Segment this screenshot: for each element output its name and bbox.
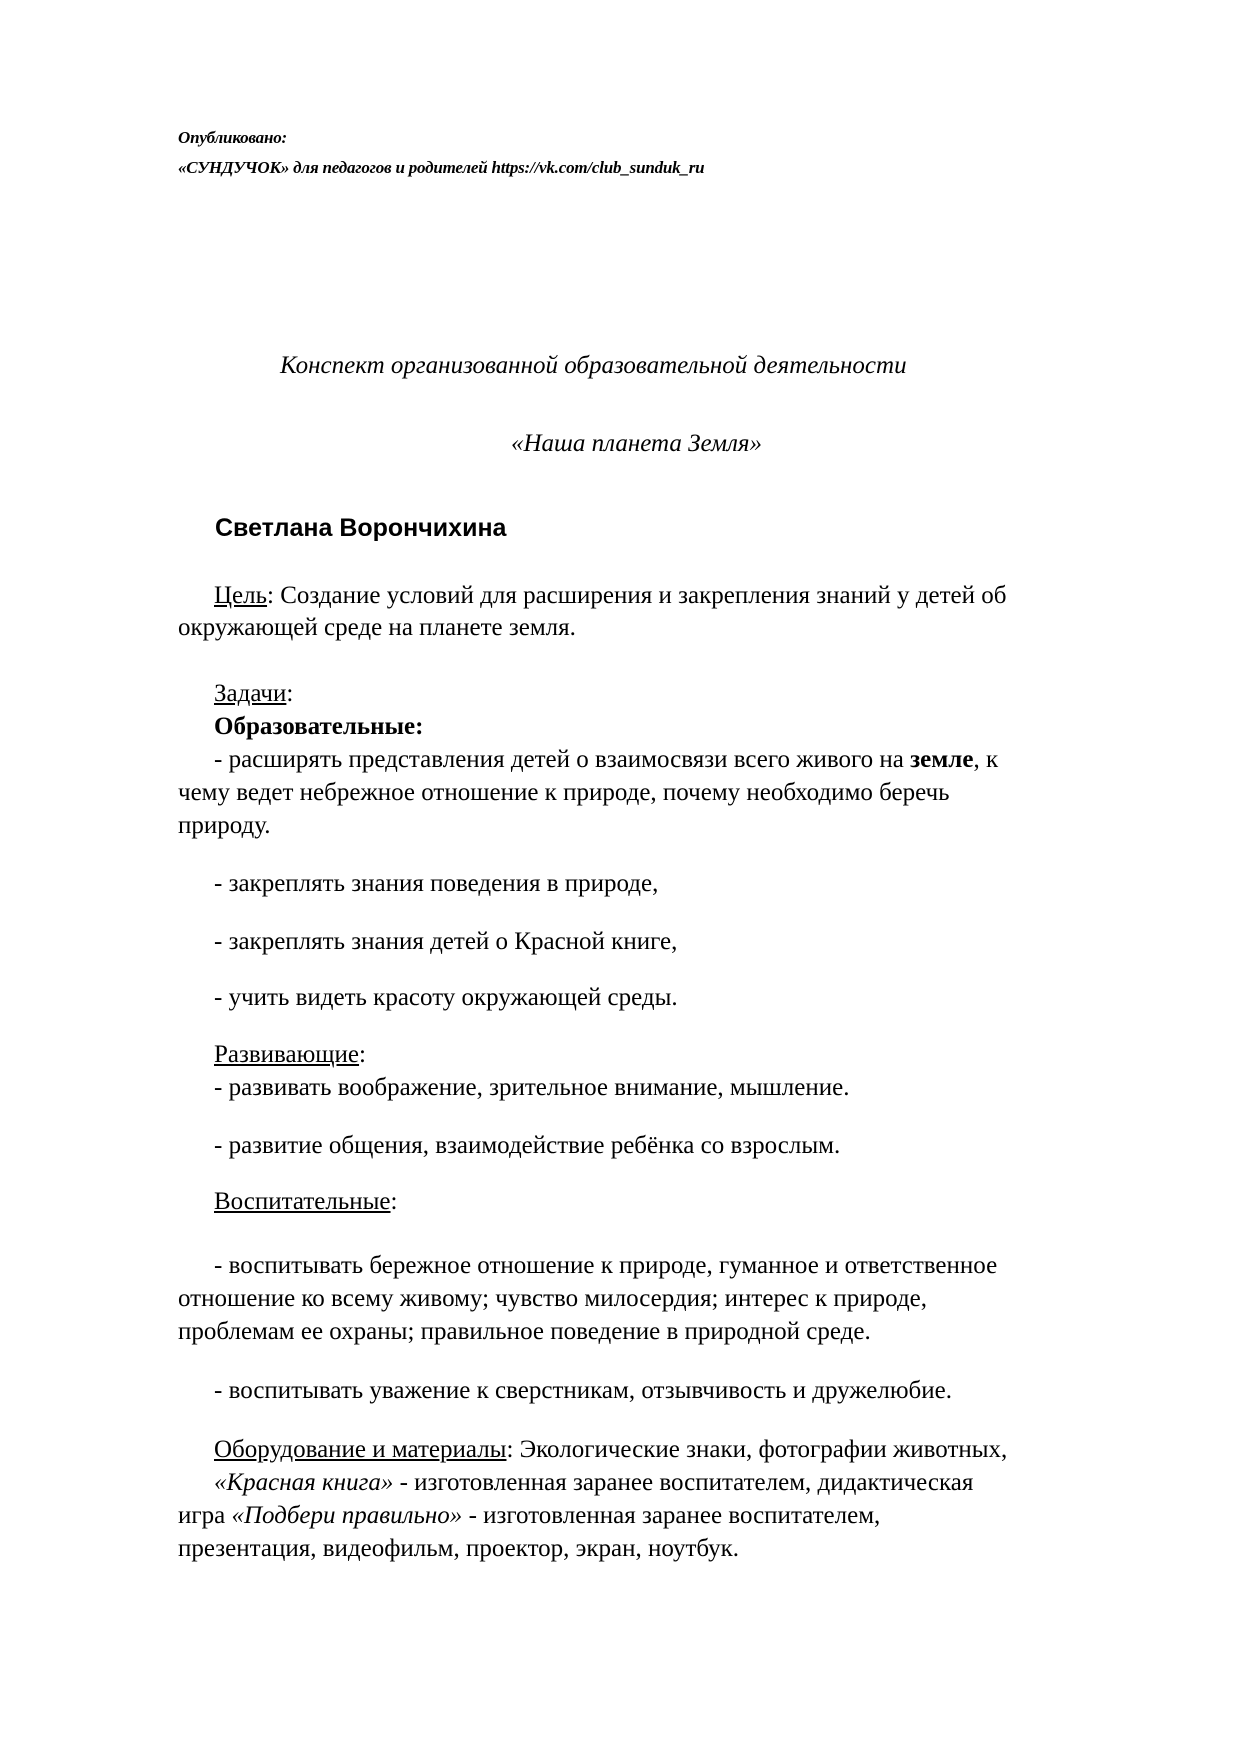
equipment-line-1: Оборудование и материалы: Экологические знаки, фотографии животных, xyxy=(214,1436,1008,1463)
author-name: Светлана Ворончихина xyxy=(215,514,507,542)
educational-item-3: - закреплять знания детей о Красной книге, xyxy=(214,928,678,955)
upbringing-item-1-line-2: отношение ко всему живому; чувство милосердия; интерес к природе, xyxy=(178,1285,928,1312)
educational-item-1-line-3: природу. xyxy=(178,812,271,839)
goal-text-1: : Создание условий для расширения и закрепления знаний у детей об xyxy=(267,582,1007,609)
upbringing-label: Воспитательные xyxy=(214,1188,391,1215)
equipment-line-2: «Красная книга» - изготовленная заранее воспитателем, дидактическая xyxy=(214,1469,974,1496)
upbringing-item-2: - воспитывать уважение к сверстникам, отзывчивость и дружелюбие. xyxy=(214,1377,952,1404)
educational-item-4: - учить видеть красоту окружающей среды. xyxy=(214,984,678,1011)
developing-item-1: - развивать воображение, зрительное внимание, мышление. xyxy=(214,1074,850,1101)
educational-item-1-line-1: - расширять представления детей о взаимосвязи всего живого на земле, к xyxy=(214,746,999,773)
educational-heading: Образовательные: xyxy=(214,713,424,740)
developing-item-2: - развитие общения, взаимодействие ребёнка со взрослым. xyxy=(214,1132,841,1159)
tasks-label: Задачи xyxy=(214,680,287,707)
developing-heading: Развивающие: xyxy=(214,1041,366,1068)
equipment-line-4: презентация, видеофильм, проектор, экран, ноутбук. xyxy=(178,1535,740,1562)
upbringing-item-1-line-3: проблемам ее охраны; правильное поведение в природной среде. xyxy=(178,1318,871,1345)
equipment-line-3: игра «Подбери правильно» - изготовленная заранее воспитателем, xyxy=(178,1502,881,1529)
upbringing-item-1-line-1: - воспитывать бережное отношение к природе, гуманное и ответственное xyxy=(214,1252,998,1279)
published-label: Опубликовано: xyxy=(178,128,287,147)
goal-label: Цель xyxy=(214,582,268,609)
educational-item-1-line-2: чему ведет небрежное отношение к природе, почему необходимо беречь xyxy=(178,779,950,806)
equipment-label: Оборудование и материалы xyxy=(214,1436,507,1463)
document-title: Конспект организованной образовательной деятельности xyxy=(280,352,907,379)
educational-item-2: - закреплять знания поведения в природе, xyxy=(214,870,659,897)
developing-label: Развивающие xyxy=(214,1041,360,1068)
source-line: «СУНДУЧОК» для педагогов и родителей https://vk.com/club_sunduk_ru xyxy=(178,158,705,177)
tasks-heading: Задачи: xyxy=(214,680,294,707)
document-subtitle: «Наша планета Земля» xyxy=(511,430,762,457)
goal-text-2: окружающей среде на планете земля. xyxy=(178,614,576,641)
goal-line-1 xyxy=(214,582,1006,610)
upbringing-heading: Воспитательные: xyxy=(214,1188,398,1215)
